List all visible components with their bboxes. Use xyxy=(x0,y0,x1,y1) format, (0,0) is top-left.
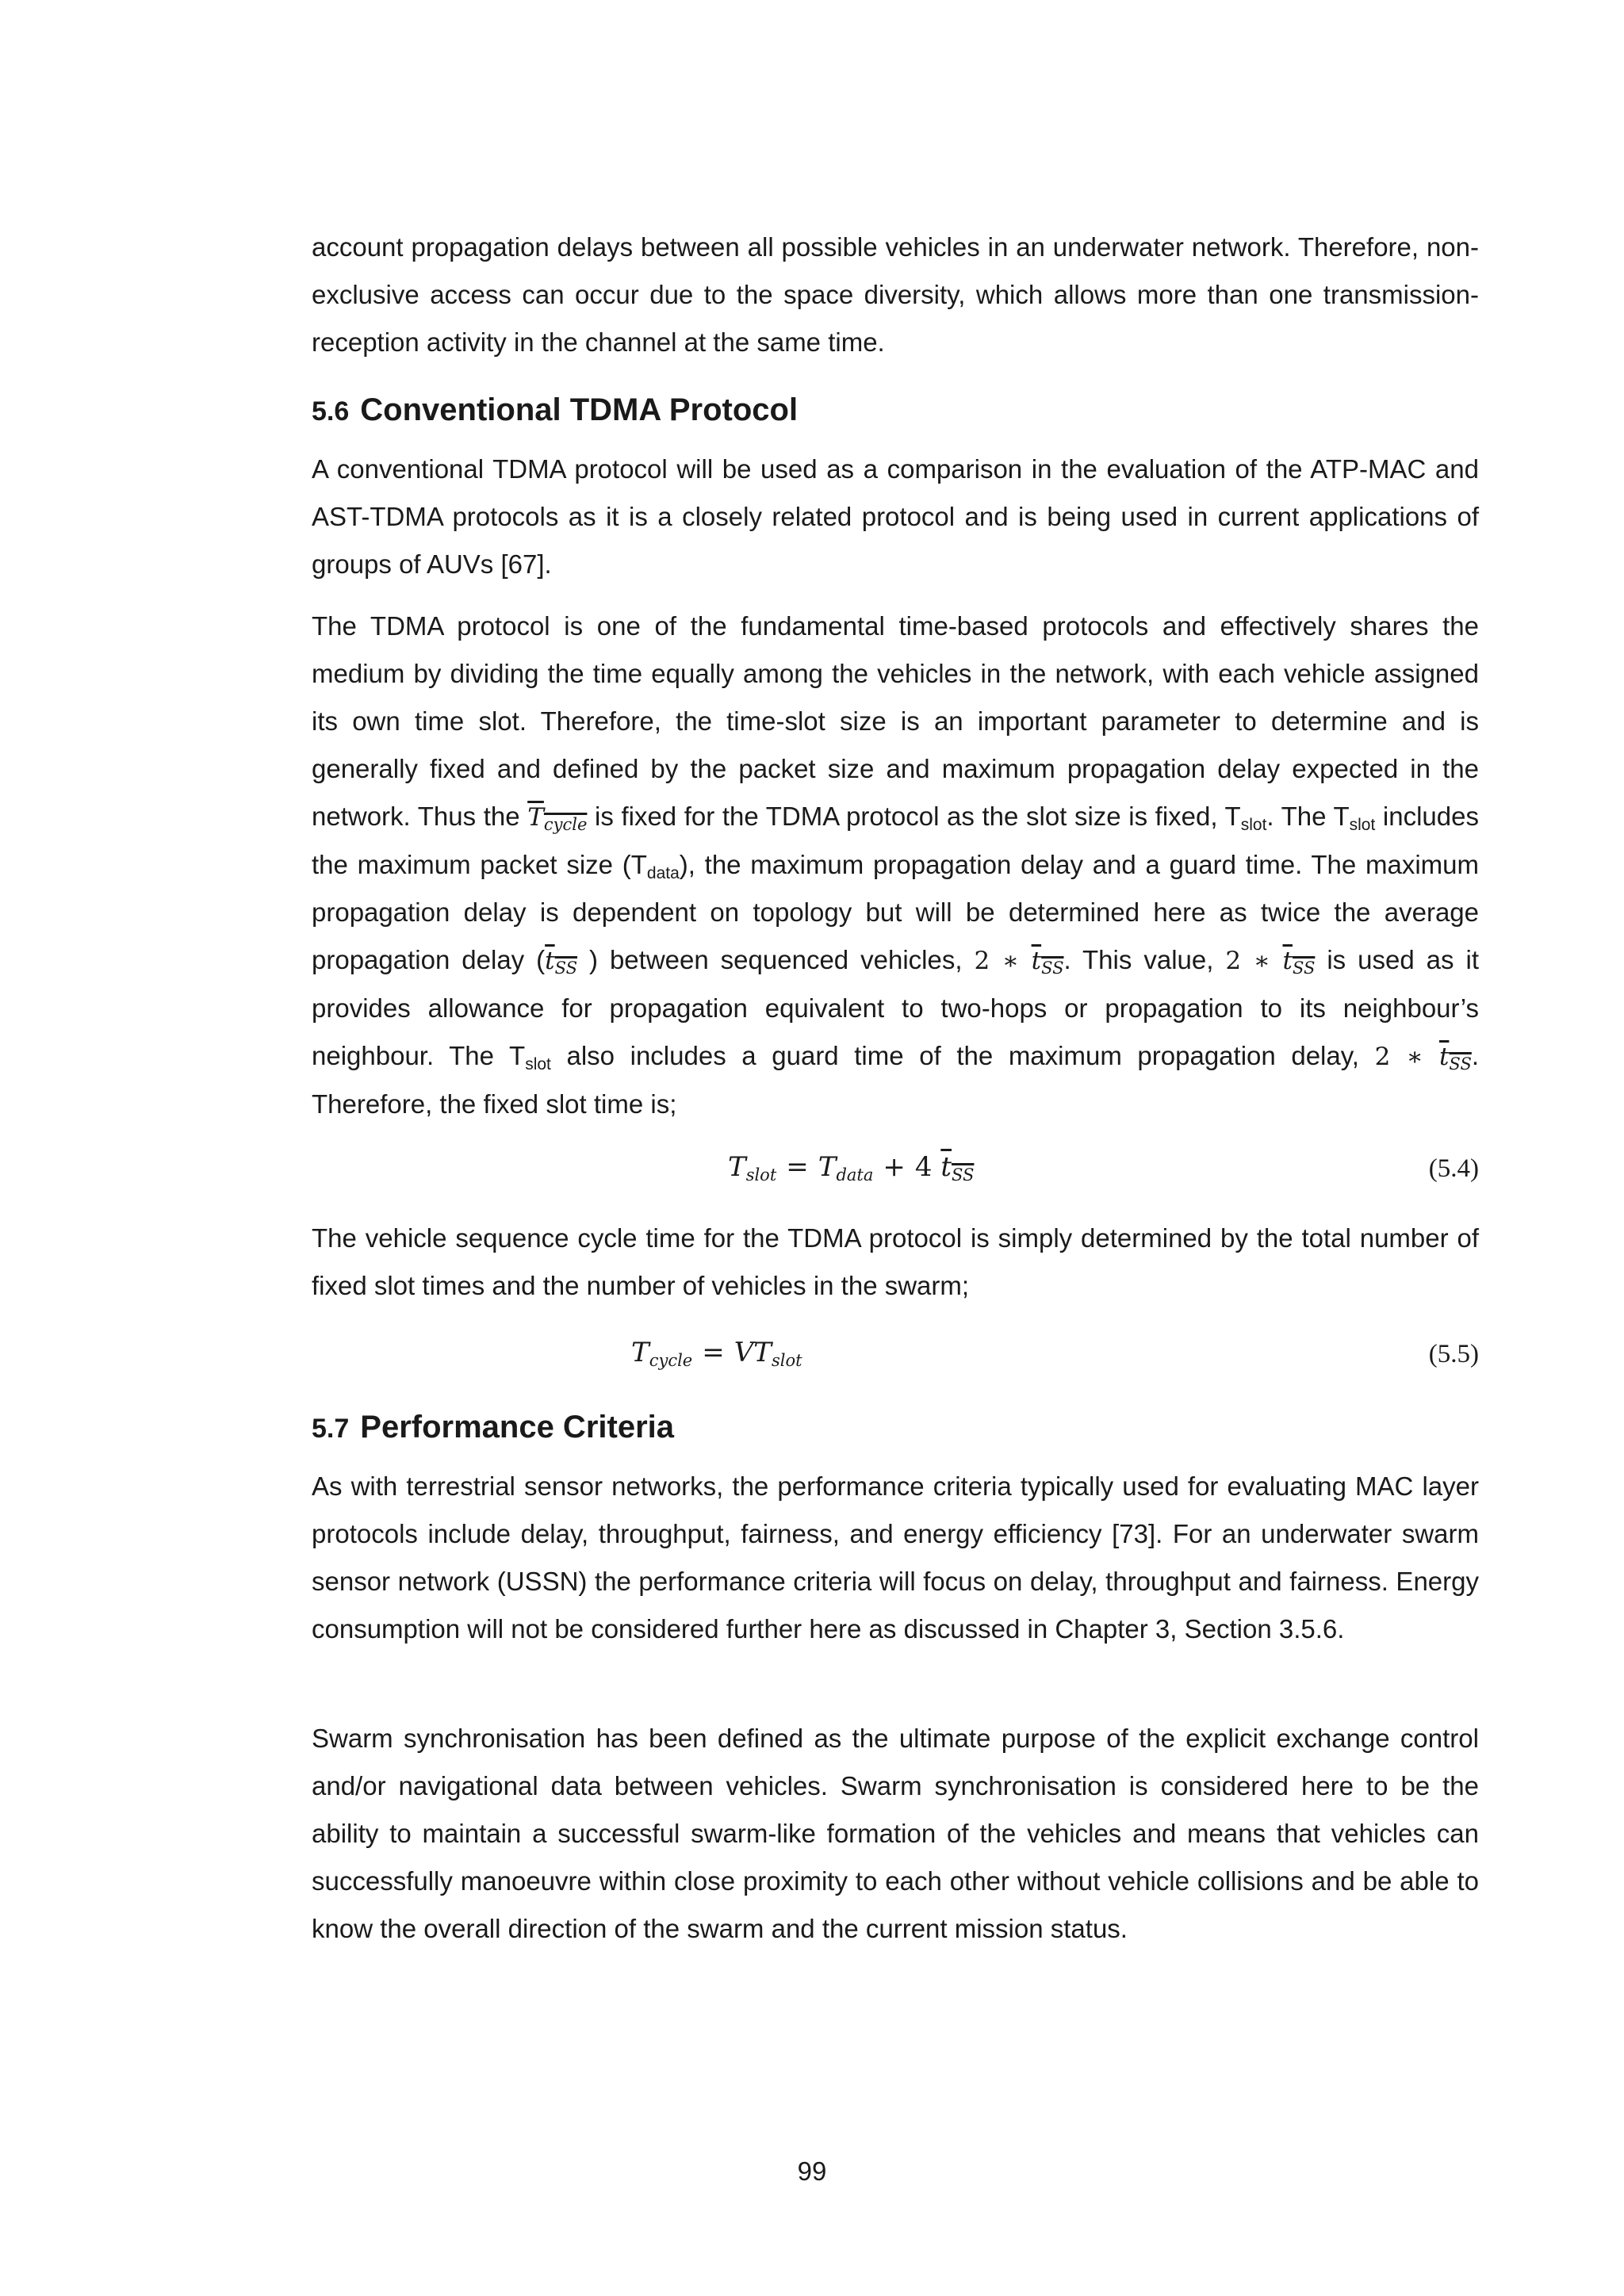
paragraph-text: Swarm synchronisation has been defined as the ultimate purpose of the explicit exchange control and/or navigational data between vehicles. Swarm synchronisation is considered here to be the ability to maintain a successful swarm-like formation of the vehicles and means that vehicles can successfully manoeuvre within close proximity to each other without vehicle collisions and be able to know the overall direction of the swarm and the current mission status. xyxy=(312,1724,1479,1943)
paragraph-text: The TDMA protocol is one of the fundamental time-based protocols and effectively shares the medium by dividing the time equally among the vehicles in the network, with each vehicle assigned its own time slot. Therefore, the time-slot size is an important parameter to determine and is generally fixed and defined by the packet size and maximum propagation delay expected in the network. Thus the $T_{cycle}$ is fixed for the TDMA protocol as the slot size is fixed, $T_{slot}$. The $T_{slot}$ includes the maximum packet size $(T_{data})$, the maximum propagation delay and a guard time. The maximum propagation delay is dependent on topology but will be determined here as twice the average propagation delay ($t_{SS}$ ) between sequenced vehicles, 2 ∗ $t_{SS}$. This value, 2 ∗ $t_{SS}$ is used as it provides allowance for propagation equivalent to two-hops or propagation to its neighbour’s neighbour. The $T_{slot}$ also includes a guard time of the maximum propagation delay, 2 ∗ $t_{SS}$. Therefore, the fixed slot time is; xyxy=(312,611,1479,1119)
equation-expression: $T_{slot} = T_{data} + 4$ $t_{SS}$ xyxy=(728,1151,975,1184)
paragraph-cycle-time xyxy=(312,1215,1479,1310)
paragraph-text: account propagation delays between all possible vehicles in an underwater network. Therefore, non-exclusive access can occur due to the space diversity, which allows more than one transmission-reception activity in the channel at the same time. xyxy=(312,232,1479,357)
page-number: 99 xyxy=(797,2156,827,2186)
paragraph-intro xyxy=(312,224,1479,366)
paragraph-text: As with terrestrial sensor networks, the performance criteria typically used for evaluating MAC layer protocols include delay, throughput, fairness, and energy efficiency [73]. For an underwater swarm sensor network (USSN) the performance criteria will focus on delay, throughput and fairness. Energy consumption will not be considered further here as discussed in Chapter 3, Section 3.5.6. xyxy=(312,1471,1479,1644)
paragraph-tdma-comparison xyxy=(312,446,1479,588)
section-heading-5-7 xyxy=(312,1403,1479,1452)
paragraph-swarm-synchronisation xyxy=(312,1715,1479,1953)
section-number: 5.6 xyxy=(312,396,350,427)
section-title: Conventional TDMA Protocol xyxy=(360,392,799,427)
equation-5-4 xyxy=(312,1146,1479,1194)
section-number: 5.7 xyxy=(312,1414,350,1444)
paragraph-performance-criteria xyxy=(312,1463,1479,1653)
math-t-ss-mean: $t_{SS}$ xyxy=(545,947,578,978)
section-heading-5-6 xyxy=(312,386,1479,435)
paragraph-tdma-description xyxy=(312,603,1479,1128)
equation-5-5 xyxy=(312,1332,1479,1380)
math-t-cycle-mean: $T_{cycle}$ xyxy=(527,803,588,834)
section-title: Performance Criteria xyxy=(360,1410,674,1445)
equation-number: (5.5) xyxy=(1428,1340,1479,1368)
paragraph-text: A conventional TDMA protocol will be used as a comparison in the evaluation of the ATP-MAC and AST-TDMA protocols as it is a closely related protocol and is being used in current applications of groups of AUVs [67]. xyxy=(312,454,1479,579)
math-two-t-ss: 2 ∗ $t_{SS}$ xyxy=(1374,1043,1472,1073)
equation-expression: $T_{cycle} = VT_{slot}$ xyxy=(631,1337,802,1370)
equation-number: (5.4) xyxy=(1428,1154,1479,1183)
math-two-t-ss: 2 ∗ $t_{SS}$ xyxy=(1225,947,1316,978)
paragraph-text: The vehicle sequence cycle time for the TDMA protocol is simply determined by the total number of fixed slot times and the number of vehicles in the swarm; xyxy=(312,1223,1479,1300)
math-two-t-ss: 2 ∗ $t_{SS}$ xyxy=(974,947,1064,978)
